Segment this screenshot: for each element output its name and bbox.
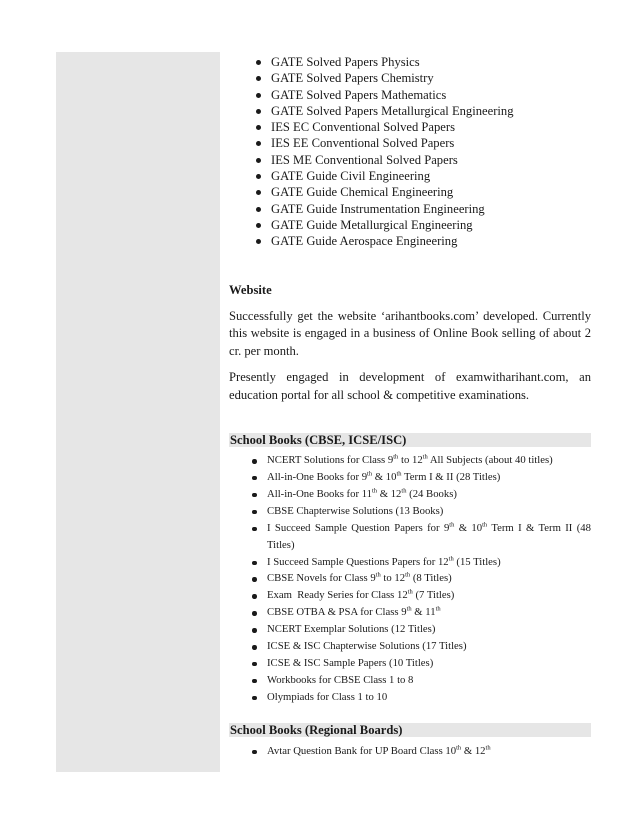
list-item: GATE Solved Papers Physics [229,54,591,70]
list-item: ICSE & ISC Chapterwise Solutions (17 Titles) [229,638,591,655]
document-content [229,54,591,760]
list-item: GATE Guide Chemical Engineering [229,184,591,200]
cbse-section-heading: School Books (CBSE, ICSE/ISC) [229,433,591,447]
website-heading: Website [229,282,272,297]
left-sidebar-shade [56,52,220,772]
list-item: Olympiads for Class 1 to 10 [229,689,591,706]
list-item: Exam Ready Series for Class 12th (7 Titles) [229,587,591,604]
list-item: GATE Guide Aerospace Engineering [229,233,591,249]
list-item: CBSE Chapterwise Solutions (13 Books) [229,503,591,520]
list-item: GATE Solved Papers Chemistry [229,70,591,86]
list-item: All-in-One Books for 11th & 12th (24 Books) [229,486,591,503]
list-item: I Succeed Sample Question Papers for 9th & 10th Term I & Term II (48 Titles) [229,520,591,554]
list-item: GATE Solved Papers Mathematics [229,87,591,103]
list-item: IES ME Conventional Solved Papers [229,152,591,168]
list-item: IES EE Conventional Solved Papers [229,135,591,151]
cbse-books-list [229,452,591,706]
gate-books-list [229,54,591,250]
list-item: Avtar Question Bank for UP Board Class 10th & 12th [229,743,591,760]
list-item: GATE Guide Civil Engineering [229,168,591,184]
list-item: NCERT Solutions for Class 9th to 12th All Subjects (about 40 titles) [229,452,591,469]
list-item: GATE Guide Metallurgical Engineering [229,217,591,233]
list-item: ICSE & ISC Sample Papers (10 Titles) [229,655,591,672]
list-item: GATE Solved Papers Metallurgical Engineering [229,103,591,119]
list-item: I Succeed Sample Questions Papers for 12th (15 Titles) [229,554,591,571]
regional-section-heading: School Books (Regional Boards) [229,723,591,737]
list-item: IES EC Conventional Solved Papers [229,119,591,135]
website-paragraph: Presently engaged in development of examwitharihant.com, an education portal for all school & competitive examinations. [229,370,591,402]
list-item: GATE Guide Instrumentation Engineering [229,201,591,217]
list-item: NCERT Exemplar Solutions (12 Titles) [229,621,591,638]
list-item: All-in-One Books for 9th & 10th Term I & II (28 Titles) [229,469,591,486]
list-item: Workbooks for CBSE Class 1 to 8 [229,672,591,689]
list-item: CBSE OTBA & PSA for Class 9th & 11th [229,604,591,621]
regional-books-list [229,743,591,760]
list-item: CBSE Novels for Class 9th to 12th (8 Titles) [229,570,591,587]
website-paragraph: Successfully get the website ‘arihantbooks.com’ developed. Currently this website is engaged in a business of Online Book selling of about 2 cr. per month. [229,308,591,358]
